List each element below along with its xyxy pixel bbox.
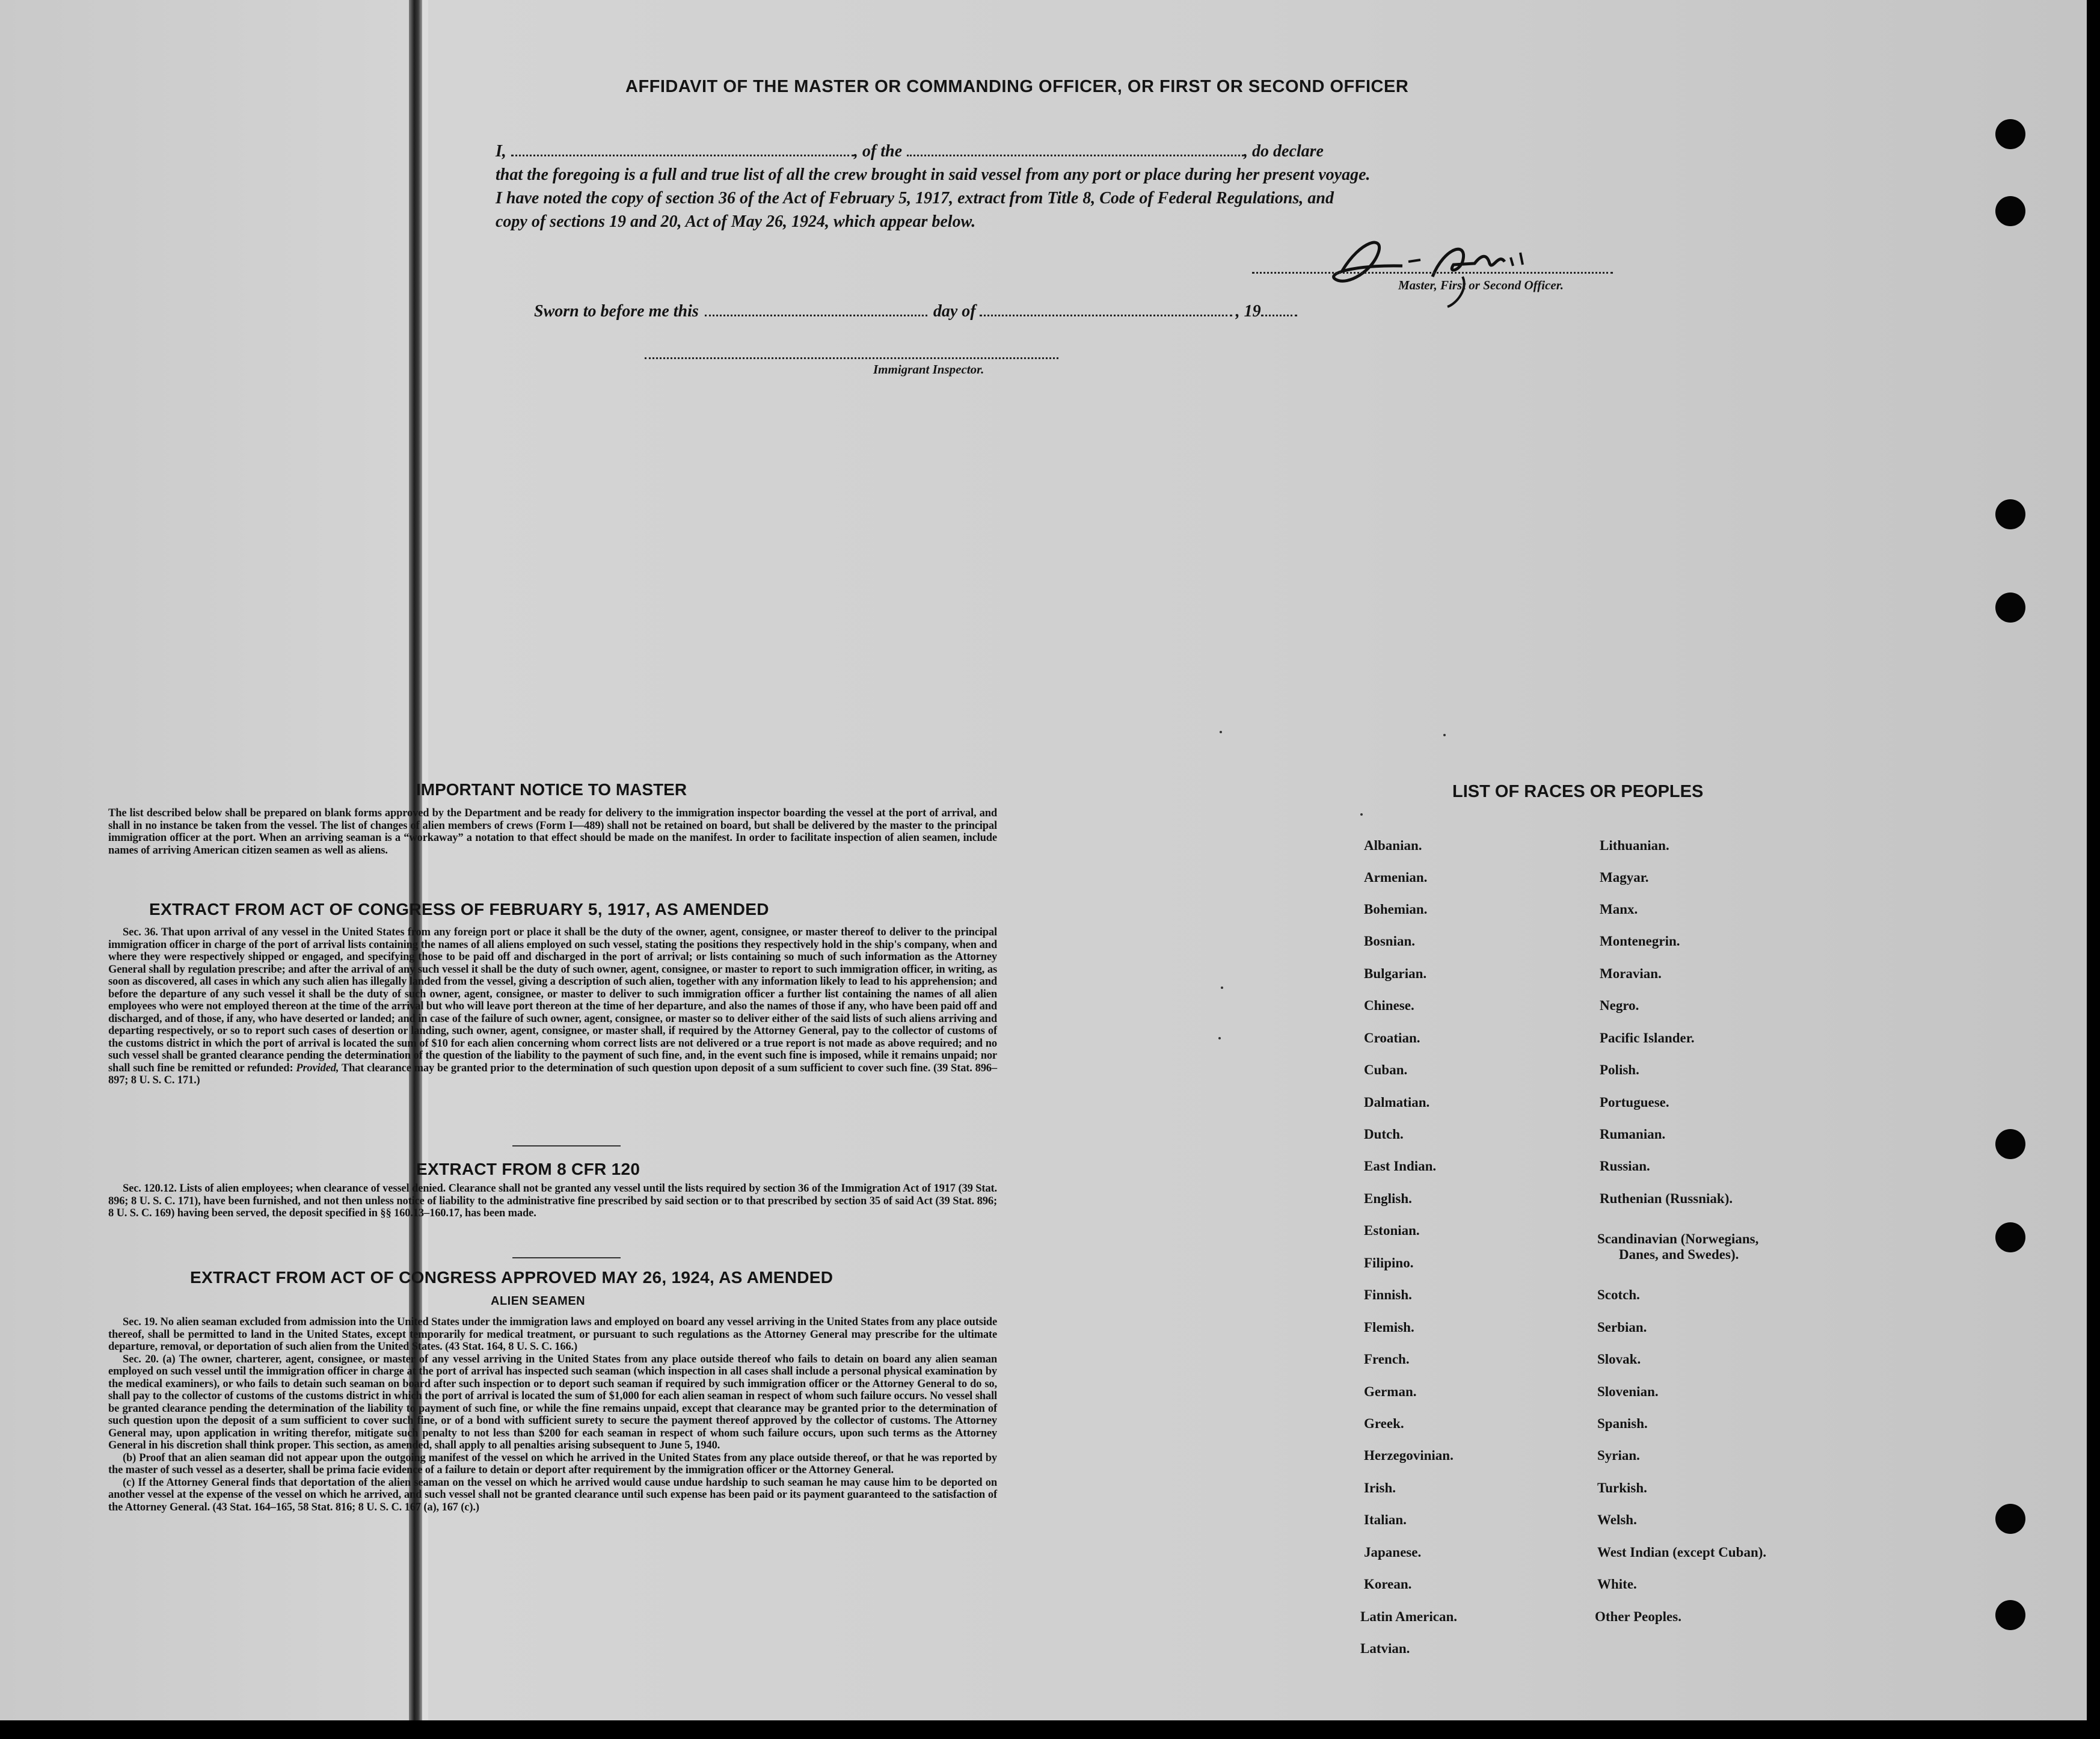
- punch-hole: [1995, 119, 2025, 149]
- race-item: Pacific Islander.: [1600, 1030, 1695, 1045]
- notice-text: The list described below shall be prepared on blank forms approved by the Department and be ready for delivery to the immigration inspector boarding the vessel at the port of arrival, and shall in no instance be taken from the vessel. The list of changes of alien members of crews (Form I—489) shall not be retained on board, but shall be delivered by the master to the principal immigration officer at the port. When an arriving seaman is a “workaway” a notation to that effect should be made on the manifest. In order to facilitate inspection of alien seamen, include names of arriving American citizen seamen as well as aliens.: [108, 807, 997, 857]
- signer-label: Master, First or Second Officer.: [1398, 278, 1564, 292]
- punch-hole: [1995, 196, 2025, 226]
- affidavit-i-label: I,: [496, 142, 506, 161]
- punch-hole: [1995, 499, 2025, 529]
- sworn-prefix: Sworn to before me this: [534, 302, 699, 321]
- provided-label: Provided,: [296, 1062, 339, 1074]
- race-item: Syrian.: [1597, 1448, 1640, 1463]
- race-item: Slovenian.: [1597, 1384, 1659, 1399]
- punch-hole: [1995, 1504, 2025, 1534]
- race-item-scandinavian: [1597, 1231, 1758, 1263]
- race-item: Bohemian.: [1364, 902, 1428, 917]
- alien-seamen-subtitle: ALIEN SEAMEN: [491, 1294, 586, 1308]
- punch-hole: [1995, 1222, 2025, 1252]
- sec-36-text: That upon arrival of any vessel in the United States from any foreign port or place it shall be the duty of the owner, agent, consignee, or master thereof to deliver to the principal immigration officer in charge of the port of arrival lists containing the names of all aliens employed on such vessel, stating the positions they respectively hold in the ship's company, when and where they were respectively shipped or engaged, and specifying those to be paid off and discharged in the port of arrival; or lists containing so much of such information as the Attorney General shall by regulation prescribe; and after the arrival of any such vessel it shall be the duty of such owner, agent, consignee, or master to report to such immigration officer, in writing, as soon as discovered, all cases in which any such alien has illegally landed from the vessel, giving a description of such alien, together with any information likely to lead to his apprehension; and before the departure of any such vessel it shall be the duty of such owner, agent, consignee, or master to deliver to such immigration officer a further list containing the names of all alien employees who were not employed thereon at the time of the arrival but who will leave port thereon at the time of her departure, and also the names of those if any, who have been paid off and discharged, and of those, if any, who have deserted or landed; and in case of the failure of such owner, agent, consignee, or master so to deliver either of the said lists of such aliens arriving and departing respectively, or so to report such cases of desertion or landing, such owner, agent, consignee, or master shall, if required by the Attorney General, pay to the collector of customs of the customs district in which the port of arrival is located the sum of $10 for each alien concerning whom correct lists are not delivered or a true report is not made as above required; and no such vessel shall be granted clearance pending the determination of the question of the liability to the payment of such fine, and, in the event such fine is imposed, while it remains unpaid; nor shall such fine be remitted or refunded:: [108, 926, 997, 1074]
- race-item: Armenian.: [1364, 870, 1428, 885]
- race-item: Ruthenian (Russniak).: [1600, 1191, 1733, 1206]
- ink-mark: [1218, 1037, 1221, 1039]
- sec-120-label: Sec. 120.12.: [123, 1183, 177, 1195]
- race-item: Portuguese.: [1600, 1095, 1669, 1110]
- race-item: French.: [1364, 1352, 1410, 1367]
- race-item: Slovak.: [1597, 1352, 1641, 1367]
- sec-19-text: No alien seaman excluded from admission into the United States under the immigration laws and employed on board any vessel arriving in the United States from any place outside thereof, shall be permitted to land in the United States, except temporarily for medical treatment, or pursuant to such regulations as the Attorney General may prescribe for the ultimate departure, removal, or deportation of such alien from the United States. (43 Stat. 164, 8 U. S. C. 166.): [108, 1316, 998, 1353]
- race-item: Montenegrin.: [1600, 934, 1680, 949]
- race-item: Flemish.: [1364, 1320, 1414, 1335]
- sworn-day-field[interactable]: [705, 314, 927, 316]
- sec-36-text-end: That clearance may be granted prior to the determination of such question upon deposit of a sum sufficient to cover such fine. (39 Stat. 896–897; 8 U. S. C. 171.): [108, 1062, 997, 1086]
- race-item: Manx.: [1600, 902, 1638, 917]
- master-name-field[interactable]: [511, 154, 854, 156]
- sworn-year: , 19: [1235, 302, 1261, 321]
- punch-hole: [1995, 1600, 2025, 1630]
- vessel-name-field[interactable]: [907, 154, 1244, 156]
- sec-19-label: Sec. 19.: [123, 1316, 158, 1328]
- inspector-signature-line[interactable]: [645, 357, 1058, 359]
- race-item: Magyar.: [1600, 870, 1649, 885]
- race-item: East Indian.: [1364, 1159, 1437, 1174]
- affidavit-line-2: that the foregoing is a full and true list of all the crew brought in said vessel from any port or place during her present voyage.: [496, 165, 1371, 184]
- sec-120-text: Lists of alien employees; when clearance of vessel denied. Clearance shall not be granted any vessel until the lists required by section 36 of the Immigration Act of 1917 (39 Stat. 896; 8 U. S. C. 171), have been furnished, and not then unless notice of liability to the administrative fine prescribed by said section or to that prescribed by section 35 of said Act (39 Stat. 896; 8 U. S. C. 169) having been served, the deposit specified in §§ 160.13–160.17, has been made.: [108, 1183, 997, 1219]
- sworn-line: [534, 302, 1297, 321]
- affidavit-title: AFFIDAVIT OF THE MASTER OR COMMANDING OFFICER, OR FIRST OR SECOND OFFICER: [625, 77, 1409, 96]
- punch-hole: [1995, 1129, 2025, 1159]
- race-item: West Indian (except Cuban).: [1597, 1545, 1767, 1560]
- race-item: Turkish.: [1597, 1480, 1647, 1495]
- divider: [512, 1145, 621, 1147]
- signature-line[interactable]: [1252, 272, 1613, 274]
- race-item: White.: [1597, 1577, 1637, 1592]
- sworn-month-field[interactable]: [980, 314, 1232, 316]
- inspector-label: Immigrant Inspector.: [873, 362, 984, 377]
- race-item: Japanese.: [1364, 1545, 1422, 1560]
- race-item: Spanish.: [1597, 1416, 1648, 1431]
- ink-mark: [1360, 813, 1363, 816]
- sec-20-label: Sec. 20.: [123, 1353, 159, 1365]
- race-item: Scotch.: [1597, 1287, 1640, 1302]
- ink-mark: [1443, 734, 1446, 736]
- race-item: Italian.: [1364, 1512, 1407, 1527]
- race-item: Serbian.: [1597, 1320, 1647, 1335]
- sec-20b-paragraph: (b) Proof that an alien seaman did not appear upon the outgoing manifest of the vessel on which he arrived in the United States from any place outside thereof, or that he was reported by the master of such vessel as a deserter, shall be prima facie evidence of a failure to detain or deport after requirement by the immigration officer or the Attorney General.: [108, 1451, 997, 1476]
- affidavit-declare-label: , do declare: [1244, 142, 1324, 161]
- race-item: Lithuanian.: [1600, 838, 1669, 853]
- race-item: Filipino.: [1364, 1255, 1414, 1270]
- race-item: English.: [1364, 1191, 1412, 1206]
- race-item: Greek.: [1364, 1416, 1404, 1431]
- extract-1924-text: [108, 1316, 997, 1513]
- race-item: Cuban.: [1364, 1062, 1408, 1077]
- race-item: Polish.: [1600, 1062, 1639, 1077]
- race-item: Other Peoples.: [1595, 1609, 1681, 1624]
- race-item: Bosnian.: [1364, 934, 1416, 949]
- race-item: Negro.: [1600, 998, 1639, 1013]
- race-item: Dalmatian.: [1364, 1095, 1430, 1110]
- sec-36-label: Sec. 36.: [123, 926, 158, 938]
- race-item: Croatian.: [1364, 1030, 1420, 1045]
- extract-1917-title: EXTRACT FROM ACT OF CONGRESS OF FEBRUARY 5, 1917, AS AMENDED: [149, 900, 769, 919]
- ink-mark: [1220, 731, 1222, 733]
- affidavit-of-the-label: , of the: [853, 142, 903, 161]
- sec-20-paragraph: [108, 1353, 997, 1452]
- divider: [512, 1257, 621, 1258]
- race-item-continued: Danes, and Swedes).: [1619, 1247, 1739, 1262]
- extract-cfr-title: EXTRACT FROM 8 CFR 120: [416, 1160, 640, 1178]
- punch-hole: [1995, 592, 2025, 623]
- race-item: Scandinavian (Norwegians,: [1597, 1231, 1759, 1246]
- race-item: Estonian.: [1364, 1223, 1420, 1238]
- race-item: Rumanian.: [1600, 1127, 1666, 1142]
- race-item: Welsh.: [1597, 1512, 1637, 1527]
- sec-20c-paragraph: (c) If the Attorney General finds that deportation of the alien seaman on the vessel on which he arrived would cause undue hardship to such seaman he may cause him to be deported on another vessel at the expense of the vessel on which he arrived, and such vessel shall not be granted clearance until such expense has been paid or its payment guaranteed to the satisfaction of the Attorney General. (43 Stat. 164–165, 58 Stat. 816; 8 U. S. C. 167 (a), 167 (c).): [108, 1476, 997, 1513]
- ink-mark: [1221, 986, 1223, 989]
- race-item: Moravian.: [1600, 966, 1662, 981]
- extract-cfr-text: [108, 1183, 997, 1220]
- extract-1917-text: [108, 926, 997, 1087]
- race-item: Finnish.: [1364, 1287, 1412, 1302]
- race-item: Albanian.: [1364, 838, 1422, 853]
- race-item: Chinese.: [1364, 998, 1414, 1013]
- affidavit-line-4: copy of sections 19 and 20, Act of May 26, 1924, which appear below.: [496, 212, 976, 231]
- sworn-day-of: day of: [933, 302, 976, 321]
- affidavit-body: [496, 140, 1638, 233]
- race-item: Herzegovinian.: [1364, 1448, 1454, 1463]
- affidavit-line-3: I have noted the copy of section 36 of the Act of February 5, 1917, extract from Title 8, Code of Federal Regulations, and: [496, 189, 1334, 208]
- notice-title: IMPORTANT NOTICE TO MASTER: [416, 780, 687, 799]
- race-item: German.: [1364, 1384, 1417, 1399]
- sec-19-paragraph: [108, 1316, 997, 1353]
- sec-20-text: (a) The owner, charterer, agent, consignee, or master of any vessel arriving in the United States from any place outside thereof who fails to detain on board any alien seaman employed on such vessel until the immigration officer in charge at the port of arrival has inspected such seaman (which inspection in all cases shall include a personal physical examination by the medical examiners), or who fails to detain such seaman on board after such inspection or to deport such seaman if required by such immigration officer or the Attorney General to do so, shall pay to the collector of customs of the customs district in which the port of arrival is located the sum of $1,000 for each alien seaman in respect of whom such failure occurs. No vessel shall be granted clearance pending the determination of the liability to payment of such fine, or while the fine remains unpaid, except that clearance may be granted prior to the determination of such question upon the deposit of a sum sufficient to cover such fine, or of a bond with sufficient surety to secure the payment thereof approved by the collector of customs. The Attorney General may, upon application in writing therefor, mitigate such penalty to not less than $200 for each seaman in respect of whom such failure occurs, upon such terms as the Attorney General in his discretion shall think proper. This section, as amended, shall apply to all penalties arising subsequent to June 5, 1940.: [108, 1353, 997, 1451]
- race-item: Bulgarian.: [1364, 966, 1427, 981]
- race-item: Dutch.: [1364, 1127, 1404, 1142]
- extract-1924-title: EXTRACT FROM ACT OF CONGRESS APPROVED MAY 26, 1924, AS AMENDED: [190, 1268, 834, 1287]
- race-item: Russian.: [1600, 1159, 1650, 1174]
- races-title: LIST OF RACES OR PEOPLES: [1452, 782, 1704, 801]
- sworn-year-field[interactable]: [1261, 314, 1297, 316]
- race-item: Latvian.: [1360, 1641, 1410, 1656]
- race-item: Irish.: [1364, 1480, 1396, 1495]
- race-item: Latin American.: [1360, 1609, 1457, 1624]
- signature-image: [1318, 229, 1571, 313]
- race-item: Korean.: [1364, 1577, 1412, 1592]
